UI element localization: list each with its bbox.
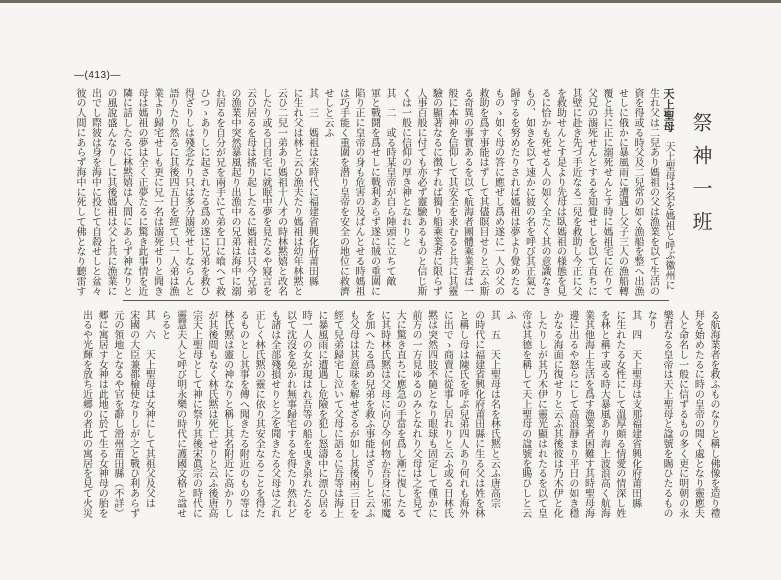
column-text: に暴風雨に遭遇し危險を犯し怒濤中に漂ひ居る [315,310,327,518]
text-column [521,88,537,298]
column-text: 陷り正に皇帝の身も危害の及ばんとせる時媽祖 [353,88,364,296]
column-text: 其 四 天上聖母は支那福建省興化府莆田縣 [629,310,641,509]
column-text: 業其他海上生活を爲す漁業者困難す其時聖母海 [582,310,594,518]
column-text: る奇異の事實あるを以て航海者團體乘業者は一 [461,88,473,296]
column-text: と稱し母は陳氏を呼ぶ兒弟四人あり何れも海外 [457,310,468,518]
text-column [413,88,429,298]
text-column [583,88,599,298]
text-column [439,310,455,526]
column-text: 其壁に赴き先づ手近なる二兒を救助し今正に父 [570,88,581,296]
text-column [674,310,690,526]
column-text: 得ざりしは殘念なり只は多分溺死せしならんと [182,88,194,296]
text-column [134,88,150,298]
text-column [211,88,227,298]
column-text: 前方の一方見ゆるのみとなれり父母は之を見て [409,310,421,518]
column-text: 時一人の女が現はれ吾等の船を曳き泉れたるを [300,310,312,518]
section-divider [123,300,669,301]
text-column [103,88,119,298]
text-column [382,88,398,298]
column-text: 宋國の大臣兼都檢使なりしが之と戰ひ利あらず [127,310,139,518]
text-column [661,88,677,298]
column-text: 父兄の溺死せんとするを知覺せしを以て直ちに [585,88,597,296]
column-text: の風說盛んなりしに其後媽祖は父と共に漁業に [105,88,116,296]
text-column [643,310,659,526]
text-column [459,88,475,298]
column-text: 宗天上聖母として神に祭り其後宋眞宗の時代に [190,310,202,518]
text-column [705,310,721,526]
text-column [203,310,219,526]
column-text: せしと云ふ [322,88,333,138]
column-text: 以て沈沒を免かれ無事歸宅するを得たり然れど [284,310,296,518]
text-column [94,310,110,526]
column-text: 驗の顯著なるに徴すれば獨り船乘業者に限らず [430,88,442,296]
lower-text-block [78,310,721,526]
column-text: したり或る日自宅に就眠中夢を見たるや寢言を [260,88,271,296]
text-column [242,88,258,298]
text-column [141,310,157,526]
text-column [313,310,329,526]
column-text: 人事百般に付ても亦必ず靈驗あるものと信じ斯 [415,88,426,296]
column-text: 正しく林氏黙の靈に依り其安全なることを得た [253,310,265,518]
column-text: も父母は其意味を解せざるが如し其後兩三日を [347,310,359,518]
text-column [360,310,376,526]
text-column [454,310,470,526]
text-column [580,310,596,526]
column-text: せしに俄かに暴風雨に遭遇し父子三人の漁船轉 [616,88,628,296]
text-column [78,310,94,526]
text-column [548,310,564,526]
column-text: 其 二 或る時某皇帝が自ら陣頭に立ちて敵 [384,88,395,287]
text-column [172,310,188,526]
column-text: の漁業中突然暴風起り出漁中の兄弟は海中に溺 [229,88,240,296]
column-text: ものゝ如く母の答に應ぜし爲め遂に一人の父の [492,88,504,296]
column-text: 彼の人間にあらず海中に死して佛となり聽雷す [74,88,85,296]
column-text: 云ひ居るを母は搖り起したるに媽祖は只今兄弟 [244,88,256,296]
text-column [475,88,491,298]
column-text: 邊に出るや怒らにして高浪靜まり平日の如き穩 [566,310,578,518]
text-column [645,88,661,298]
column-text: を林と稱す或る時大暴風あり海上波浪高く航海 [598,310,610,518]
column-text: 母は媽祖の夢は全く正夢たるに驚き此事情を近 [136,88,147,296]
column-text: も諸は全部殘損せりと之を聞きたる父母は之れ [268,310,280,518]
column-text: もの、如きを以て速かに彼の名を呼び其正氣に [523,88,535,296]
text-column [266,310,282,526]
text-column [149,88,165,298]
column-text: 人と命名し一般に信ずるもの多く更に明朝の永 [676,310,688,518]
text-column [180,88,196,298]
column-text: 資を得或る時父及二兒常の如く漁船を整へ出漁 [632,88,643,296]
text-column [486,310,502,526]
column-text: らると [158,310,170,340]
text-column [227,88,243,298]
column-text: 出でし際彼は身を海中に投じて自殺せしと盆々 [89,88,101,296]
text-column [506,88,522,298]
text-column [627,310,643,526]
column-text: 黙は突然四肢不隨となり眼球も固定して僅かに [425,310,437,518]
column-text: 軍と戰鬪を爲せしに戰利あらず遂に賊の重圍に [368,88,380,296]
column-text: る航海業者を救ふものなりと稱し佛像を造り禮 [708,310,719,518]
column-text: 救助を爲す事能はずして其儘瞑目せりと云ふ斯 [477,88,488,296]
column-text: に生れたる女性にして溫厚頗る情愛の情深し姓 [613,310,625,518]
text-column [351,88,367,298]
column-text: 其 六 天上聖母は女神にして其祖父及父は [143,310,155,509]
text-column [564,310,580,526]
text-column [599,88,615,298]
column-text: したりしが其乃木伊に靈光顯はれたるを以て皇 [535,310,547,518]
text-column [282,310,298,526]
column-text: 隣に話したるに林黙嬉は人間にあらず神なりと [120,88,132,296]
text-column [537,88,553,298]
text-column [552,88,568,298]
column-text: かなる海面に復せりと云ふ其後彼は乃木伊と化 [551,310,563,518]
text-column [366,88,382,298]
text-column [517,310,533,526]
column-text: 天上聖母は名を媽祖と呼ぶ徽州に [663,141,674,291]
column-text: くは一般に信仰の厚き神となれりと [399,88,411,247]
column-text: 靈慧夫人と呼び明永樂の時代に護國文格と諡せ [174,310,186,518]
column-text: の時代に福建省興化府莆田縣に生る父は姓を林 [472,310,484,518]
text-column [397,88,413,298]
text-column [470,310,486,526]
text-column [273,88,289,298]
text-column [304,88,320,298]
column-text: に生れ父は林と云ひ漁夫たり媽祖は幼年林黙と [291,88,302,296]
column-text: 拜を始めたるに時の皇帝の聞く處となり靈應夫 [692,310,704,518]
column-text: 出るや光輝を放ち近郷の者此の寓居を見て火災 [80,310,92,518]
column-text: 元の領地となるや官を辭し滑州莆田縣（不詳） [111,310,123,518]
column-text: 其 五 天上聖母は名を林氏黙と云ふ唐高宗 [488,310,500,509]
column-text: を加へたる爲め兒弟を救ふ事能はざりしと云ふ [362,310,374,518]
column-text: に出でゝ商賣に從事し居れりと云ふ或る日林氏 [441,310,453,518]
text-column [658,310,674,526]
column-text: れ居るを自分が兄を兩手にて弟を口に喰へて救 [213,88,225,296]
column-text: に其時林氏黙は父母に向ひ今何物か吾身に邪魔 [378,310,390,518]
scan-edge [0,0,781,3]
text-column [428,88,444,298]
column-text: 般に本神を信仰して其安全を求むると共に其靈 [446,88,457,296]
text-column [533,310,549,526]
upper-text-block [72,88,677,298]
column-text: 經て兒弟歸宅し泣いて父母に語るに吾等は海上 [331,310,343,518]
column-text: 覆と共に正に溺死せんとす時に媽祖宅に在りて [601,88,612,296]
column-text: 郷に寓居す女神は此地に於て生る女神母の胎を [96,310,108,518]
column-text: が其後間もなく林氏黙は死亡せりと云ふ後唐高 [206,310,217,518]
text-column [392,310,408,526]
text-column [118,88,134,298]
text-column [329,310,345,526]
text-column [423,310,439,526]
text-column [87,88,103,298]
column-text: 云ひ二兒一弟あり媽祖十八才の時林黙嬉と改名 [275,88,287,296]
text-column [297,310,313,526]
column-text: ひつゝありしに起されたる爲め遂に兄弟を救ひ [198,88,209,296]
text-column [72,88,88,298]
text-column [611,310,627,526]
text-column [235,310,251,526]
text-column [345,310,361,526]
column-text: 林氏黙は靈の神なりと稱し其名附近に高かりし [221,310,233,518]
column-text: るものとし其事を傳へ聞きたる附近のもの等は [237,310,249,518]
text-column [501,310,517,526]
text-column [444,88,460,298]
text-column [156,310,172,526]
text-column [335,88,351,298]
text-column [596,310,612,526]
page-title: 祭神一班 [689,112,713,244]
text-column [219,310,235,526]
text-column [258,88,274,298]
text-column [165,88,181,298]
text-column [125,310,141,526]
column-text: なり [645,310,657,330]
column-text: ふ [504,310,516,320]
text-column [196,88,212,298]
section-heading: 天上聖母 [662,88,675,132]
column-text: 其 三 媽祖は宋時代に福建省興化府莆田縣 [306,88,318,287]
text-column [568,88,584,298]
text-column [376,310,392,526]
column-text: 歸するを努めたりされば媽祖は夢より覺めたる [508,88,519,296]
column-text: 業より歸宅せしも更に兄一名は溺死せりと聞き [151,88,163,296]
text-column [490,88,506,298]
text-column [250,310,266,526]
column-text: 大に驚き直ちに應急の手當を爲し漸に復したる [394,310,406,518]
text-column [109,310,125,526]
text-column [320,88,336,298]
text-column [188,310,204,526]
column-text: 樂君なる皇帝は天上聖母と諡號を賜ひたるもの [660,310,672,518]
column-text: を救助せんとす是より先母は臥媽祖の様態を見 [554,88,566,296]
page-number: ―(413)― [74,70,121,81]
column-text: 生れ父は二兒あり媽祖の父は漁業を以て生活の [647,88,659,296]
text-column [630,88,646,298]
column-text: は巧手能く重圍を潜り皇帝を安全の地位に救濟 [337,88,349,296]
text-column [407,310,423,526]
text-column [690,310,706,526]
column-text: 語りたり然るに其後四五日を經て只一人弟は漁 [167,88,178,296]
text-column [289,88,305,298]
column-text: 帝は其德を稱して天上聖母の諡號を賜ひしと云 [519,310,531,518]
text-column [614,88,630,298]
column-text: るに恰かも死せる人の如く全たく其の意識なき [539,88,550,296]
